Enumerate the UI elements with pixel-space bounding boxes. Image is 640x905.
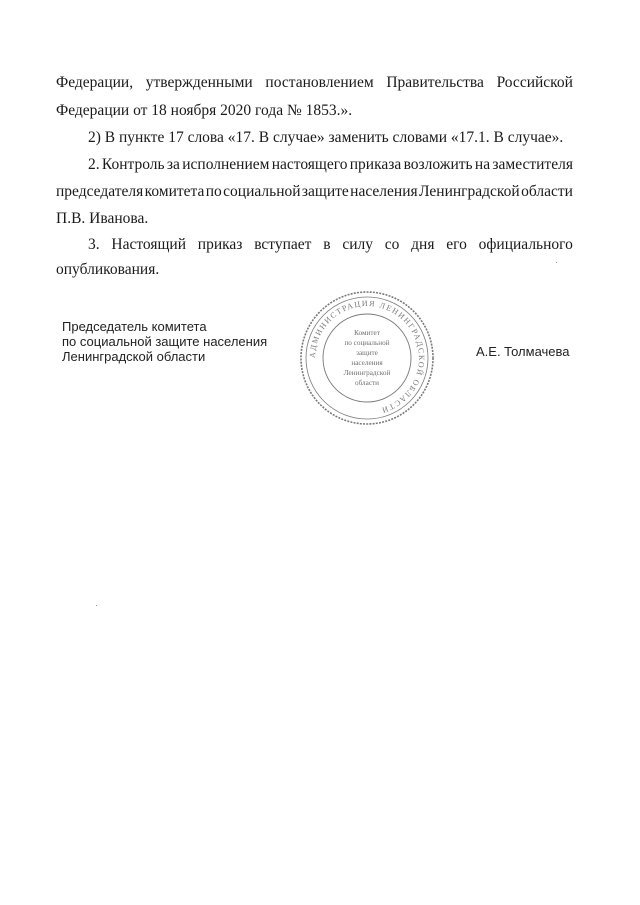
scan-speck [556,262,557,263]
seal-center-line: Ленинградской [343,369,391,377]
word: приказ [197,236,243,253]
word: комитета [144,183,205,200]
word: Российской [496,74,573,91]
word: дня [411,236,435,253]
word: Настоящий [111,236,187,253]
official-seal [298,289,436,427]
word: исполнением [182,156,270,173]
word: области [521,183,573,200]
word: Правительства [386,74,484,91]
word: за [166,156,180,173]
signature-position-line-1: Председатель комитета [62,319,207,334]
signature-position-line-2: по социальной защите населения [62,334,268,349]
word: вступает [254,236,312,253]
word: Контроль [101,156,165,173]
word: официального [478,236,573,253]
paragraph-3-line-3: П.В. Иванова. [56,210,149,227]
paragraph-3-line-1 [88,156,573,174]
word: в [323,236,331,253]
word: на [474,156,491,173]
paragraph-3-line-2 [56,183,573,201]
word: возложить [403,156,473,173]
seal-center-line: по социальной [344,339,390,347]
word: населения [350,183,418,200]
signature-position-line-3: Ленинградской области [62,349,206,364]
word: защите [301,183,349,200]
signatory-name: А.Е. Толмачева [476,344,570,359]
word: постановлением [265,74,374,91]
paragraph-4-line-2: опубликования. [56,261,160,278]
paragraph-4-line-1 [88,236,573,254]
word: со [384,236,400,253]
word: 2. [88,156,100,173]
word: Ленинградской [419,183,520,200]
word: приказа [349,156,402,173]
word: председателя [56,183,144,200]
seal-center-line: Комитет [354,329,380,337]
word: настоящего [271,156,348,173]
word: его [446,236,467,253]
seal-ring-text: АДМИНИСТРАЦИЯ ЛЕНИНГРАДСКОЙ ОБЛАСТИ [307,298,427,416]
seal-center-line: защите [356,349,378,357]
word: 3. [88,236,100,253]
seal-center-line: области [354,379,380,387]
scan-speck [96,605,97,606]
paragraph-2-line-1: 2) В пункте 17 слова «17. В случае» заменить словами «17.1. В случае». [88,129,564,146]
word: социальной [223,183,301,200]
word: заместителя [492,156,573,173]
word: Федерации, [56,74,134,91]
paragraph-1-line-2: Федерации от 18 ноября 2020 года № 1853.». [56,102,353,119]
word: по [205,183,222,200]
seal-center-line: населения [351,359,383,367]
word: силу [342,236,373,253]
paragraph-1-line-1 [56,74,573,92]
word: утвержденными [145,74,253,91]
